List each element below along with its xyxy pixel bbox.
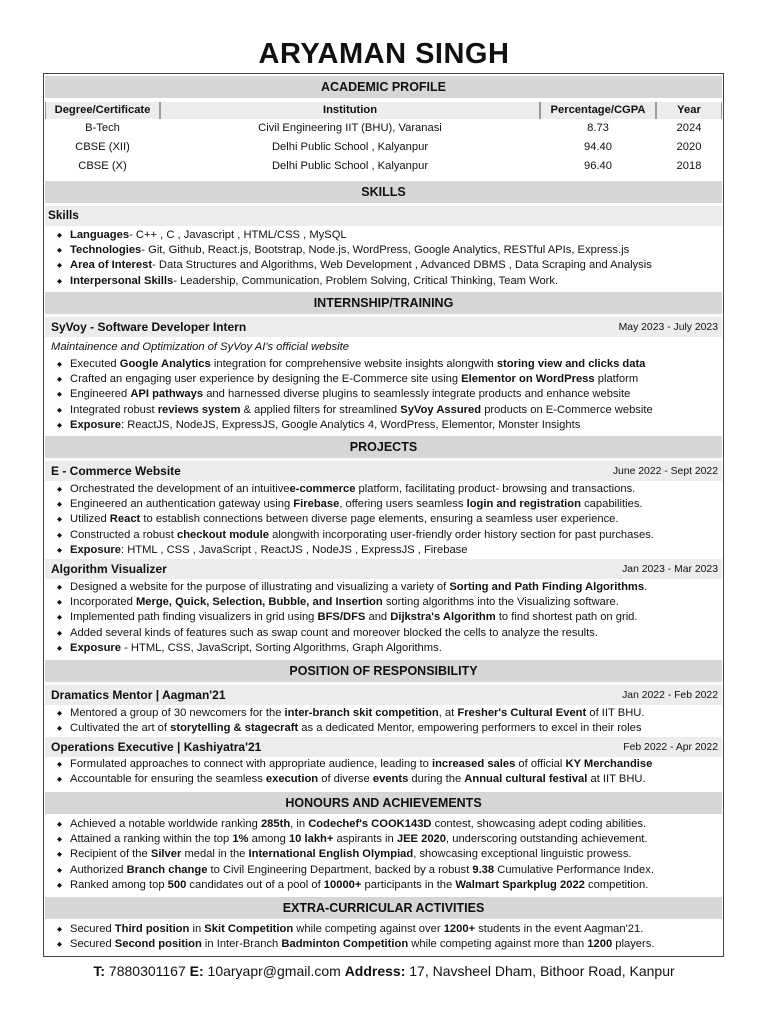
internship-bullet: ◆ Crafted an engaging user experience by designing the E-Commerce site using Elementor on WordPress platform — [57, 372, 653, 387]
academic-cell-year: 2024 — [676, 122, 702, 134]
internship-subtitle: Maintainence and Optimization of SyVoy AI's official website — [51, 341, 349, 353]
skills-item: ◆ Technologies- Git, Github, React.js, Bootstrap, Node.js, WordPress, Google Analytics, RESTful APIs, Express.js — [57, 243, 652, 258]
project-bullet: ◆ Utilized React to establish connections between diverse page elements, ensuring a seamless user experience. — [57, 512, 654, 527]
honour-bullet: ◆ Authorized Branch change to Civil Engineering Department, backed by a robust 9.38 Cumulative Performance Index. — [57, 863, 654, 878]
academic-header-cgpa: Percentage/CGPA — [540, 102, 656, 119]
section-responsibility: POSITION OF RESPONSIBILITY — [45, 660, 722, 682]
section-honours: HONOURS AND ACHIEVEMENTS — [45, 792, 722, 814]
internship-bullet: ◆ Exposure: ReactJS, NodeJS, ExpressJS, Google Analytics 4, WordPress, Elementor, Monster Insights — [57, 418, 653, 433]
email-label: E: — [189, 963, 204, 979]
project-bullet: ◆ Implemented path finding visualizers in grid using BFS/DFS and Dijkstra's Algorithm to find shortest path on grid. — [57, 610, 647, 625]
internship-bullet: ◆ Engineered API pathways and harnessed diverse plugins to seamlessly integrate products and enhance website — [57, 387, 653, 402]
skills-list — [57, 228, 652, 289]
academic-cell-institution: Delhi Public School , Kalyanpur — [271, 160, 429, 172]
responsibility-bullet: ◆ Accountable for ensuring the seamless execution of diverse events during the Annual cultural festival at IIT BHU. — [57, 772, 652, 787]
responsibility-bullet: ◆ Mentored a group of 30 newcomers for the inter-branch skit competition, at Fresher's Cultural Event of IIT BHU. — [57, 706, 644, 721]
internship-title: SyVoy - Software Developer Intern — [51, 320, 247, 334]
contact-footer — [0, 962, 768, 980]
section-skills: SKILLS — [45, 181, 722, 203]
academic-cell-cgpa: 8.73 — [587, 122, 609, 134]
internship-bullet: ◆ Integrated robust reviews system & applied filters for streamlined SyVoy Assured products on E-Commerce website — [57, 403, 653, 418]
academic-cell-year: 2020 — [676, 141, 702, 153]
project-bullet: ◆ Orchestrated the development of an intuitivee-commerce platform, facilitating product- browsing and transactions. — [57, 482, 654, 497]
project-bullet: ◆ Engineered an authentication gateway using Firebase, offering users seamless login and registration capabilities. — [57, 497, 654, 512]
academic-cell-year: 2018 — [676, 160, 702, 172]
project-bullet: ◆ Incorporated Merge, Quick, Selection, Bubble, and Insertion sorting algorithms into the Visualizing software. — [57, 595, 647, 610]
project-bullet: ◆ Designed a website for the purpose of illustrating and visualizing a variety of Sorting and Path Finding Algorithms. — [57, 580, 647, 595]
project-bullet: ◆ Exposure - HTML, CSS, JavaScript, Sorting Algorithms, Graph Algorithms. — [57, 641, 647, 656]
honour-bullet: ◆ Ranked among top 500 candidates out of a pool of 10000+ participants in the Walmart Sparkplug 2022 competition. — [57, 878, 654, 893]
por-mentor-date: Jan 2022 - Feb 2022 — [622, 690, 718, 701]
academic-cell-institution: Delhi Public School , Kalyanpur — [271, 141, 429, 153]
postal-address: 17, Navsheel Dham, Bithoor Road, Kanpur — [409, 963, 675, 979]
skills-subtitle: Skills — [48, 208, 79, 222]
email-address[interactable]: 10aryapr@gmail.com — [207, 963, 341, 979]
honour-bullet: ◆ Attained a ranking within the top 1% among 10 lakh+ aspirants in JEE 2020, underscoring outstanding achievement. — [57, 832, 654, 847]
academic-cell-institution: Civil Engineering IIT (BHU), Varanasi — [258, 122, 442, 134]
project-ecommerce-date: June 2022 - Sept 2022 — [612, 466, 718, 477]
por-mentor-title: Dramatics Mentor | Aagman'21 — [51, 688, 226, 702]
project-visualizer-title: Algorithm Visualizer — [51, 562, 167, 576]
project-visualizer-list — [57, 580, 647, 656]
project-ecommerce-title: E - Commerce Website — [51, 464, 181, 478]
por-ops-title: Operations Executive | Kashiyatra'21 — [51, 740, 262, 754]
academic-cell-cgpa: 96.40 — [584, 160, 612, 172]
address-label: Address: — [344, 963, 406, 979]
internship-date: May 2023 - July 2023 — [618, 322, 718, 333]
responsibility-bullet: ◆ Formulated approaches to connect with appropriate audience, leading to increased sales of official KY Merchandise — [57, 757, 652, 772]
section-projects: PROJECTS — [45, 436, 722, 458]
academic-header-institution: Institution — [160, 102, 540, 119]
extracurricular-bullet: ◆ Secured Third position in Skit Competition while competing against over 1200+ students in the event Aagman'21. — [57, 922, 654, 937]
skills-item: ◆ Interpersonal Skills- Leadership, Communication, Problem Solving, Critical Thinking, Team Work. — [57, 274, 652, 289]
skills-item: ◆ Area of Interest- Data Structures and Algorithms, Web Development , Advanced DBMS , Data Scraping and Analysis — [57, 258, 652, 273]
project-ecommerce-list — [57, 482, 654, 558]
project-bullet: ◆ Constructed a robust checkout module alongwith incorporating user-friendly order history section for past purchases. — [57, 528, 654, 543]
skills-subtitle-band — [45, 206, 722, 226]
extracurricular-bullet: ◆ Secured Second position in Inter-Branch Badminton Competition while competing against more than 1200 players. — [57, 937, 654, 952]
internship-bullet: ◆ Executed Google Analytics integration for comprehensive website insights alongwith storing view and clicks data — [57, 357, 653, 372]
phone-number[interactable]: 7880301167 — [108, 963, 186, 979]
project-bullet: ◆ Exposure: HTML , CSS , JavaScript , ReactJS , NodeJS , ExpressJS , Firebase — [57, 543, 654, 558]
internship-list — [57, 357, 653, 433]
academic-cell-cgpa: 94.40 — [584, 141, 612, 153]
academic-cell-degree: CBSE (X) — [78, 160, 127, 172]
academic-header-degree: Degree/Certificate — [45, 102, 160, 119]
academic-cell-degree: B-Tech — [85, 122, 120, 134]
section-extracurricular: EXTRA-CURRICULAR ACTIVITIES — [45, 897, 722, 919]
honour-bullet: ◆ Recipient of the Silver medal in the International English Olympiad, showcasing exceptional linguistic prowess. — [57, 847, 654, 862]
project-bullet: ◆ Added several kinds of features such as swap count and moreover blocked the cells to analyze the results. — [57, 626, 647, 641]
skills-item: ◆ Languages- C++ , C , Javascript , HTML/CSS , MySQL — [57, 228, 652, 243]
por-ops-list — [57, 757, 652, 787]
por-mentor-list — [57, 706, 644, 736]
academic-header-year: Year — [656, 102, 722, 119]
academic-cell-degree: CBSE (XII) — [75, 141, 130, 153]
responsibility-bullet: ◆ Cultivated the art of storytelling & stagecraft as a dedicated Mentor, empowering performers to excel in their roles — [57, 721, 644, 736]
honours-list — [57, 817, 654, 893]
honour-bullet: ◆ Achieved a notable worldwide ranking 285th, in Codechef's COOK143D contest, showcasing adept coding abilities. — [57, 817, 654, 832]
phone-label: T: — [93, 963, 106, 979]
por-ops-date: Feb 2022 - Apr 2022 — [623, 742, 718, 753]
project-visualizer-date: Jan 2023 - Mar 2023 — [622, 564, 718, 575]
extracurricular-list — [57, 922, 654, 952]
candidate-name: ARYAMAN SINGH — [258, 38, 510, 70]
section-internship: INTERNSHIP/TRAINING — [45, 292, 722, 314]
section-academic-profile: ACADEMIC PROFILE — [45, 76, 722, 98]
